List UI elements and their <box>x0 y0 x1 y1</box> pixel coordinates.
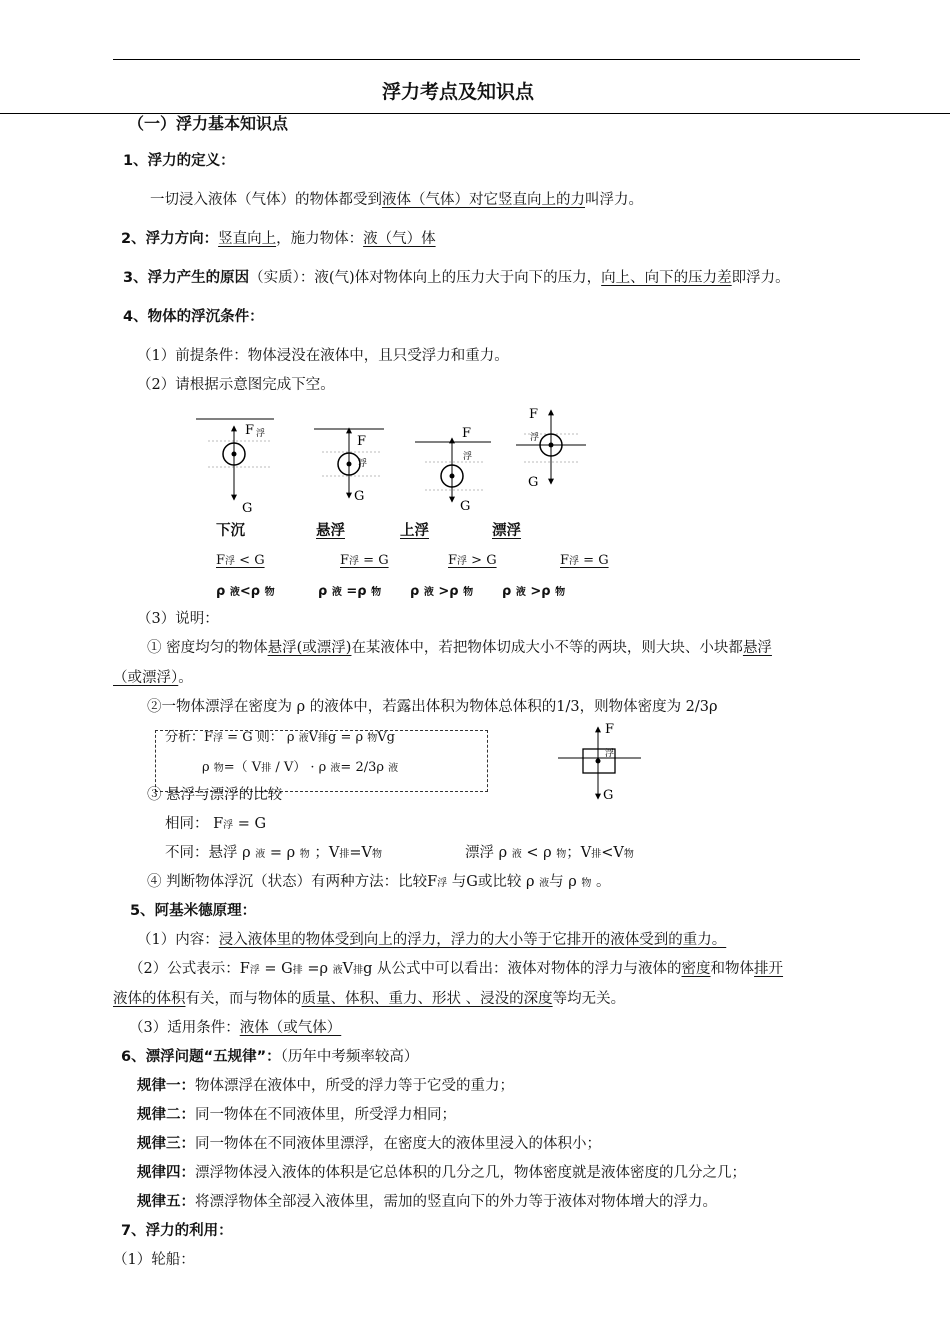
analysis-line-1: 分析：F浮 = G 则： ρ 液V排g = ρ 物Vg <box>165 730 395 745</box>
label-fu: 浮 <box>530 433 540 443</box>
label-g: G <box>528 475 539 490</box>
diagram-suspended <box>314 428 384 504</box>
note-1: ① 密度均匀的物体悬浮(或漂浮)在某液体中，若把物体切成大小不等的两块，则大块、小块都悬浮 <box>147 640 772 656</box>
rule-item: 规律一：物体漂浮在液体中，所受的浮力等于它受的重力； <box>137 1078 514 1094</box>
archimedes-condition: （3）适用条件：液体（或气体） <box>129 1020 342 1036</box>
compare-diff: 不同：悬浮 ρ 液 = ρ 物 ；V排=V物 <box>165 845 382 861</box>
archimedes-formula-cont: 液体的体积有关，而与物体的质量、体积、重力、形状 、浸没的深度等均无关。 <box>113 991 626 1007</box>
archimedes-formula: （2）公式表示：F浮 = G排 =ρ 液V排g 从公式中可以看出：液体对物体的浮力与液体的密度和物体排开 <box>129 961 784 977</box>
label-g: G <box>354 489 365 504</box>
rule-item: 规律五：将漂浮物体全部浸入液体里，需加的竖直向下的外力等于液体对物体增大的浮力。 <box>137 1194 717 1210</box>
state-rising: 上浮 <box>400 523 429 539</box>
force-relation: F浮 < G <box>216 553 265 568</box>
page-title: 浮力考点及知识点 <box>382 81 535 103</box>
label-g: G <box>242 501 253 516</box>
label-fu: 浮 <box>358 459 368 469</box>
heading-application: 7、浮力的利用： <box>121 1223 233 1239</box>
label-g: G <box>460 499 471 514</box>
section-heading: （一）浮力基本知识点 <box>128 114 289 133</box>
direction-line: 2、浮力方向：竖直向上，施力物体：液（气）体 <box>121 231 436 247</box>
density-relation: ρ 液 >ρ 物 <box>502 584 566 599</box>
cause-line: 3、浮力产生的原因（实质）：液(气)体对物体向上的压力大于向下的压力，向上、向下的压力差即浮力。 <box>123 270 790 286</box>
label-f: F <box>462 426 472 441</box>
label-f: F <box>245 423 255 438</box>
label-fu: 浮 <box>605 749 615 759</box>
rule-item: 规律四：漂浮物体浸入液体的体积是它总体积的几分之几，物体密度就是液体密度的几分之几； <box>137 1165 746 1181</box>
density-relation: ρ 液<ρ 物 <box>216 584 275 599</box>
rule-item: 规律二：同一物体在不同液体里，所受浮力相同； <box>137 1107 456 1123</box>
label-f: F <box>529 407 539 422</box>
heading-direction: 2、浮力方向： <box>121 231 219 247</box>
diagram-floating <box>516 407 586 490</box>
note-2: ②一物体漂浮在密度为 ρ 的液体中，若露出体积为物体总体积的1/3，则物体密度为 2/3ρ <box>147 699 718 715</box>
application-ship: （1）轮船： <box>113 1252 195 1268</box>
compare-same: 相同： F浮 = G <box>165 816 267 832</box>
definition-text: 一切浸入液体（气体）的物体都受到液体（气体）对它竖直向上的力叫浮力。 <box>150 192 643 208</box>
note-heading: （3）说明： <box>137 611 219 627</box>
float-sink-diagrams <box>190 402 600 514</box>
density-relation: ρ 液 =ρ 物 <box>318 584 382 599</box>
state-sinking: 下沉 <box>216 523 245 539</box>
heading-definition: 1、浮力的定义： <box>123 153 235 169</box>
analysis-line-2: ρ 物=（ V排 / V） · ρ 液= 2/3ρ 液 <box>202 760 399 775</box>
force-relation: F浮 = G <box>340 553 389 568</box>
premise-text: （1）前提条件：物体浸没在液体中，且只受浮力和重力。 <box>137 348 509 364</box>
state-floating: 漂浮 <box>492 523 521 539</box>
note-1-cont: （或漂浮）。 <box>113 670 193 686</box>
rules-heading: 6、漂浮问题“五规律”：（历年中考频率较高） <box>121 1049 419 1065</box>
label-f: F <box>605 722 615 737</box>
header-rule-top <box>113 59 860 60</box>
density-relation: ρ 液 >ρ 物 <box>410 584 474 599</box>
compare-diff-floating: 漂浮 ρ 液 < ρ 物；V排<V物 <box>465 845 634 861</box>
heading-conditions: 4、物体的浮沉条件： <box>123 309 264 325</box>
diagram-rising <box>415 426 491 514</box>
force-relation: F浮 > G <box>448 553 497 568</box>
heading-archimedes: 5、阿基米德原理： <box>130 903 257 919</box>
label-f: F <box>357 434 367 449</box>
force-relation: F浮 = G <box>560 553 609 568</box>
floating-block-diagram <box>555 715 655 805</box>
diagram-sinking <box>196 419 274 516</box>
rule-item: 规律三：同一物体在不同液体里漂浮，在密度大的液体里浸入的体积小； <box>137 1136 601 1152</box>
diagram-instruction: （2）请根据示意图完成下空。 <box>137 377 335 393</box>
archimedes-content: （1）内容：浸入液体里的物体受到向上的浮力，浮力的大小等于它排开的液体受到的重力。 <box>137 932 727 948</box>
label-g: G <box>603 788 614 803</box>
note-4: ④ 判断物体浮沉（状态）有两种方法：比较F浮 与G或比较 ρ 液与 ρ 物 。 <box>147 874 611 890</box>
label-fu: 浮 <box>256 429 266 439</box>
label-fu: 浮 <box>463 452 473 462</box>
state-suspended: 悬浮 <box>316 523 345 539</box>
note-3: ③ 悬浮与漂浮的比较 <box>147 787 283 803</box>
heading-cause: 3、浮力产生的原因 <box>123 270 250 286</box>
